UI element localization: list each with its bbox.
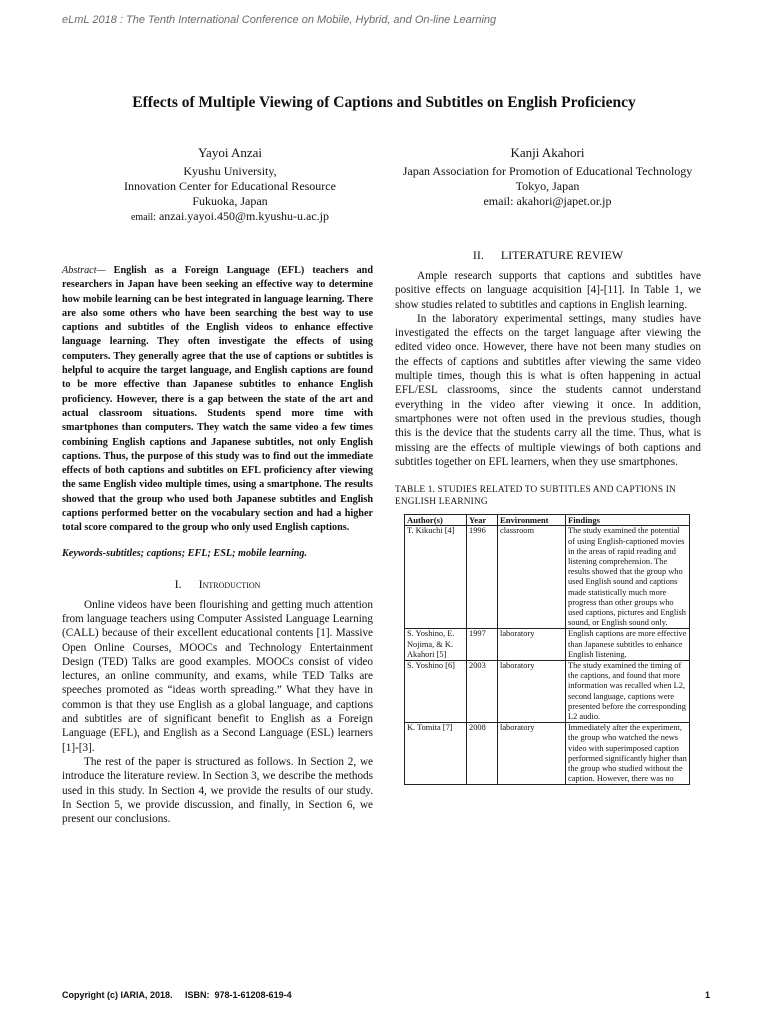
email-address: akahori@japet.or.jp <box>516 194 612 208</box>
table-cell: laboratory <box>498 661 566 723</box>
author-email <box>80 209 380 225</box>
author-email <box>385 194 710 209</box>
author-block-anzai <box>80 145 380 225</box>
table-cell: Immediately after the experiment, the group who watched the news video with superimposed caption performed significantly higher than the group who studied without the caption. However, there was no <box>566 723 690 785</box>
abstract-text: English as a Foreign Language (EFL) teachers and researchers in Japan have been seeking an effective way to determine how mobile learning can be best integrated in language learning. There are also some others who have been searching the best way to use captions and subtitles of the English videos to enhance effective language learning. They often investigate the effects of using computers. They generally agree that the use of captions or subtitles is helpful to acquire the target language, and English captions are found to be more effective than Japanese subtitles to enhance English proficiency. However, there is a gap between the state of the art and actual classroom situations. Students spend more time with smartphones than computers. They watch the same video a few times combining English captions and Japanese subtitles, not only English captions. Thus, the purpose of this study was to find out the immediate effects of both captions and subtitles on EFL proficiency after viewing the same English video multiple times, using a smartphone. The results showed that the group who used both Japanese subtitles and English captions performed better on the vocabulary section and had a higher total score compared to the group who only used English captions. <box>62 265 374 534</box>
table-caption: TABLE 1. STUDIES RELATED TO SUBTITLES AND CAPTIONS IN ENGLISH LEARNING <box>395 485 676 507</box>
paragraph: Ample research supports that captions and subtitles have positive effects on language acquisition [4]-[11]. In Table 1, we show studies related to subtitles and captions in English learning. <box>395 270 701 311</box>
table-cell: laboratory <box>498 723 566 785</box>
section-number: I. <box>174 576 182 591</box>
section-title: Introduction <box>198 576 261 591</box>
section-number: II. <box>472 248 484 262</box>
author-name: Yayoi Anzai <box>197 145 263 160</box>
author-block-akahori <box>385 145 710 209</box>
table-cell: laboratory <box>498 629 566 661</box>
table-cell: S. Yoshino, E. Nojima, & K. Akahori [5] <box>405 629 467 661</box>
section-title: LITERATURE REVIEW <box>500 248 624 262</box>
paragraph: Online videos have been flourishing and getting much attention from language teachers using Computer Assisted Language Learning (CALL) because of their excellent educational contents [1]. Massive Open Online Courses, MOOCs and Technology Entertainment Design (TED) Talks are good examples. MOOCs consist of video lectures, an online community, and exams, while TED Talks are speeches promoted as “ideas worth spreading.” What they have in common is that they use English as a global language, and captions and subtitles are of significant benefit to English as a Foreign Language (EFL), and English as a Second Language (ESL) learners [1]-[3]. <box>62 598 373 754</box>
author-location: Tokyo, Japan <box>515 179 580 193</box>
studies-table <box>404 514 690 785</box>
right-column <box>395 248 701 785</box>
table-header-cell: Year <box>467 515 498 526</box>
table-cell: English captions are more effective than Japanese subtitles to enhance English listening. <box>566 629 690 661</box>
paper-title: Effects of Multiple Viewing of Captions and Subtitles on English Proficiency <box>132 94 636 111</box>
keywords: Keywords-subtitles; captions; EFL; ESL; mobile learning. <box>62 547 308 559</box>
table-header-row <box>405 515 690 526</box>
table-row <box>405 526 690 629</box>
table-cell: T. Kikuchi [4] <box>405 526 467 629</box>
table-cell: K. Tomita [7] <box>405 723 467 785</box>
author-name: Kanji Akahori <box>510 145 585 160</box>
table-row <box>405 629 690 661</box>
paragraph: In the laboratory experimental settings, many studies have investigated the effects on the target language after viewing the edited video once. However, there have not been many studies on the effects of captions and subtitles after viewing the same video multiple times, though this is what is often happening in actual EFL/ESL classrooms, since the students cannot understand everything in the video after viewing it once. In addition, smartphones were not often used in the previous studies, though this is the device that the students carry all the time. Thus, what is missing are the effects of multiple viewings of both captions and subtitles together on EFL learners, when they use smartphones. <box>395 312 701 468</box>
paragraph: The rest of the paper is structured as follows. In Section 2, we introduce the literature review. In Section 3, we describe the methods used in this study. In Section 4, we provide the results of our study. In Section 5, we provide discussion, and finally, in Section 6, we present our conclusions. <box>62 755 373 826</box>
section-heading-literature-review <box>395 248 701 263</box>
author-location: Fukuoka, Japan <box>192 194 268 208</box>
table-cell: The study examined the timing of the captions, and found that more information was recalled when L2, second language, captions were presented before the corresponding L2 audio. <box>566 661 690 723</box>
table-header-cell: Findings <box>566 515 690 526</box>
table-cell: The study examined the potential of using English-captioned movies in the areas of rapid reading and listening comprehension. The results showed that the group who used English sound and captions made statistically much more progress than other groups who used captions, pictures and English sound, or English sound only. <box>566 526 690 629</box>
table-header-cell: Environment <box>498 515 566 526</box>
page-number: 1 <box>704 990 710 1000</box>
table-cell: 1996 <box>467 526 498 629</box>
table-cell: 1997 <box>467 629 498 661</box>
author-affiliation: Kyushu University, <box>183 164 277 178</box>
email-label: email: <box>483 194 514 208</box>
email-label: email: <box>130 212 156 223</box>
table-cell: 2003 <box>467 661 498 723</box>
table-cell: 2008 <box>467 723 498 785</box>
table-row <box>405 723 690 785</box>
left-column <box>62 248 373 826</box>
author-affiliation: Innovation Center for Educational Resource <box>124 179 336 193</box>
table-cell: classroom <box>498 526 566 629</box>
email-address: anzai.yayoi.450@m.kyushu-u.ac.jp <box>158 209 329 223</box>
abstract <box>62 264 373 536</box>
table-header-cell: Author(s) <box>405 515 467 526</box>
section-heading-introduction <box>62 577 373 592</box>
abstract-lead: Abstract— <box>62 265 106 276</box>
copyright-footer: Copyright (c) IARIA, 2018. ISBN: 978-1-61208-619-4 <box>62 990 292 1000</box>
table-cell: S. Yoshino [6] <box>405 661 467 723</box>
table-row <box>405 661 690 723</box>
running-header: eLmL 2018 : The Tenth International Conference on Mobile, Hybrid, and On-line Learning <box>62 14 497 26</box>
author-affiliation: Japan Association for Promotion of Educational Technology <box>402 164 693 178</box>
